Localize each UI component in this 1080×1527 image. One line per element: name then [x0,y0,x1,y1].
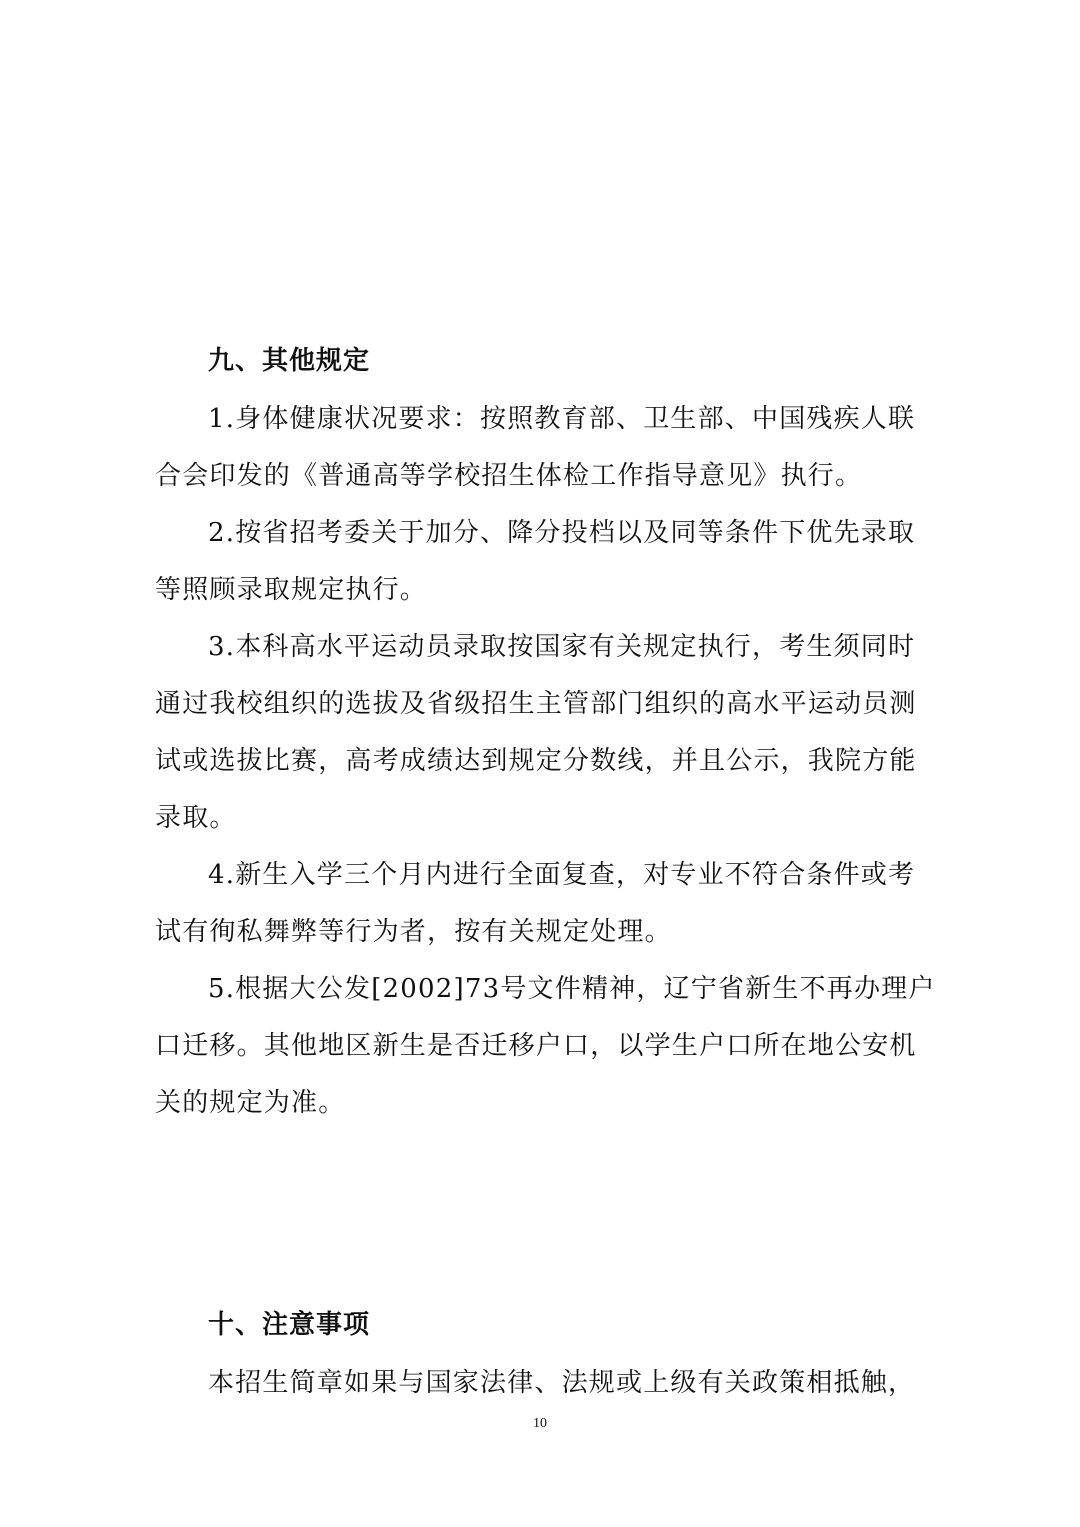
item-4-line-1: 4.新生入学三个月内进行全面复查，对专业不符合条件或考 [208,860,916,890]
section-10-line-1: 本招生简章如果与国家法律、法规或上级有关政策相抵触， [208,1368,916,1398]
page-number: 10 [533,1416,547,1431]
item-2-line-1: 2.按省招考委关于加分、降分投档以及同等条件下优先录取 [208,518,916,548]
item-5-line-3: 关的规定为准。 [155,1088,346,1118]
item-3-line-2: 通过我校组织的选拔及省级招生主管部门组织的高水平运动员测 [155,689,917,719]
item-3-line-1: 3.本科高水平运动员录取按国家有关规定执行，考生须同时 [208,632,916,662]
item-2-line-2: 等照顾录取规定执行。 [155,575,428,605]
item-3-line-4: 录取。 [155,803,237,833]
item-5-line-1: 5.根据大公发[2002]73号文件精神，辽宁省新生不再办理户 [208,974,936,1004]
section-10-heading: 十、注意事项 [208,1310,371,1340]
section-9-heading: 九、其他规定 [208,346,371,376]
item-4-line-2: 试有徇私舞弊等行为者，按有关规定处理。 [155,917,672,947]
item-3-line-3: 试或选拔比赛，高考成绩达到规定分数线，并且公示，我院方能 [155,746,917,776]
item-1-line-2: 合会印发的《普通高等学校招生体检工作指导意见》执行。 [155,461,863,491]
item-5-line-2: 口迁移。其他地区新生是否迁移户口，以学生户口所在地公安机 [155,1031,917,1061]
item-1-line-1: 1.身体健康状况要求：按照教育部、卫生部、中国残疾人联 [208,404,916,434]
